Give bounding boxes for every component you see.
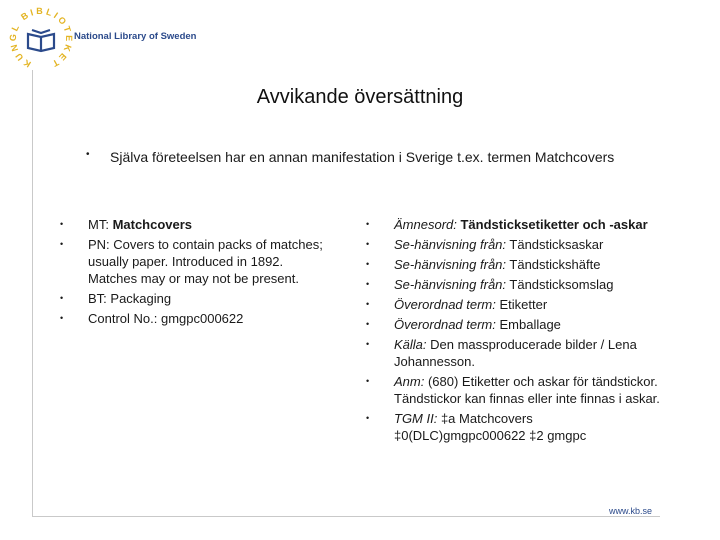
item-text: Emballage bbox=[495, 317, 561, 332]
bullet-dot: • bbox=[86, 149, 90, 160]
list-item bbox=[366, 410, 666, 444]
intro-text: Själva företeelsen har en annan manifestation i Sverige t.ex. termen Matchcovers bbox=[110, 149, 615, 165]
list-item bbox=[366, 256, 666, 273]
list-item bbox=[366, 276, 666, 293]
bullet-dot: • bbox=[366, 413, 370, 423]
org-name: National Library of Sweden bbox=[74, 31, 197, 42]
field-label: Källa: bbox=[394, 337, 427, 352]
bullet-dot: • bbox=[366, 319, 370, 329]
svg-text:KUNGL BIBLIOTEKET: KUNGL BIBLIOTEKET bbox=[7, 5, 75, 70]
bullet-dot: • bbox=[60, 293, 64, 303]
item-text: Control No.: gmgpc000622 bbox=[88, 311, 244, 326]
field-label: Se-hänvisning från: bbox=[394, 257, 507, 272]
field-label: Se-hänvisning från: bbox=[394, 237, 507, 252]
footer-url[interactable]: www.kb.se bbox=[608, 506, 652, 516]
bullet-dot: • bbox=[366, 376, 370, 386]
list-item bbox=[366, 373, 666, 407]
item-text: (680) Etiketter och askar för tändstickor. Tändstickor kan finnas eller inte finnas i askar. bbox=[394, 374, 660, 406]
field-label: Ämnesord: bbox=[394, 217, 457, 232]
list-item bbox=[366, 216, 666, 233]
field-label: Överordnad term: bbox=[394, 317, 496, 332]
kb-logo bbox=[6, 4, 76, 74]
list-item bbox=[366, 316, 666, 333]
item-text: Tändsticksomslag bbox=[506, 277, 614, 292]
bullet-dot: • bbox=[60, 219, 64, 229]
list-item bbox=[60, 216, 330, 233]
list-item bbox=[60, 236, 330, 287]
bullet-dot: • bbox=[60, 313, 64, 323]
right-list bbox=[366, 216, 666, 447]
bullet-dot: • bbox=[366, 339, 370, 349]
item-text: Tändstickshäfte bbox=[506, 257, 601, 272]
frame-line-vertical bbox=[32, 70, 33, 516]
field-label: Anm: bbox=[394, 374, 425, 389]
list-item bbox=[366, 336, 666, 370]
bullet-dot: • bbox=[366, 279, 370, 289]
bullet-dot: • bbox=[366, 299, 370, 309]
item-text: PN: Covers to contain packs of matches; usually paper. Introduced in 1892. Matches may or may not be present. bbox=[88, 237, 323, 286]
book-icon bbox=[28, 30, 54, 51]
item-text: Etiketter bbox=[495, 297, 548, 312]
list-item bbox=[60, 310, 330, 327]
slide-title: Avvikande översättning bbox=[256, 86, 464, 108]
bullet-dot: • bbox=[60, 239, 64, 249]
list-item bbox=[366, 296, 666, 313]
item-prefix: MT: bbox=[88, 217, 113, 232]
field-label: Överordnad term: bbox=[394, 297, 496, 312]
list-item bbox=[366, 236, 666, 253]
item-text: BT: Packaging bbox=[88, 291, 172, 306]
bullet-dot: • bbox=[366, 259, 370, 269]
bullet-dot: • bbox=[366, 239, 370, 249]
item-text: Den massproducerade bilder / Lena Johannesson. bbox=[394, 337, 637, 369]
bullet-dot: • bbox=[366, 219, 370, 229]
item-text: ‡a Matchcovers ‡0(DLC)gmgpc000622 ‡2 gmgpc bbox=[394, 411, 587, 443]
item-text: Matchcovers bbox=[112, 217, 193, 232]
item-text: Tändsticksaskar bbox=[506, 237, 604, 252]
left-list bbox=[60, 216, 330, 330]
frame-line-horizontal bbox=[32, 516, 660, 517]
field-label: TGM II: bbox=[394, 411, 438, 426]
list-item bbox=[60, 290, 330, 307]
field-label: Se-hänvisning från: bbox=[394, 277, 507, 292]
item-text: Tändsticksetiketter och -askar bbox=[456, 217, 648, 232]
